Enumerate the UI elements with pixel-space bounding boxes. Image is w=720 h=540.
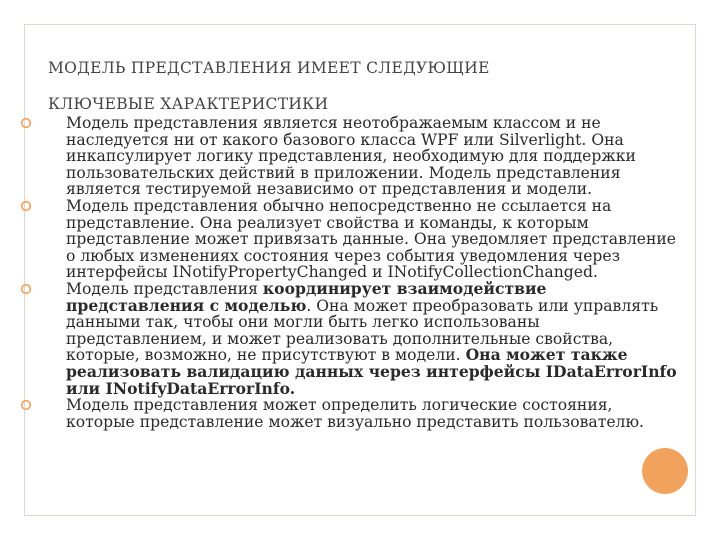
ring-bullet-icon <box>20 283 32 295</box>
ring-bullet-icon <box>20 117 32 129</box>
bullet-text-part: Модель представления <box>66 279 263 298</box>
title-line-2: КЛЮЧЕВЫЕ ХАРАКТЕРИСТИКИ <box>48 95 329 113</box>
ring-bullet-icon <box>20 399 32 411</box>
title-line-1: МОДЕЛЬ ПРЕДСТАВЛЕНИЯ ИМЕЕТ СЛЕДУЮЩИЕ <box>48 59 490 77</box>
bullet-text: Модель представления обычно непосредственно не ссылается на представление. Она реализует свойства и команды, к которым представление может привязать данные. Она уведомляет представление о любых изменениях состояния через события уведомления через интерфейсы INotifyPropertyChanged и INotifyCollectionChanged. <box>66 196 676 282</box>
bullet-text: Модель представления может определить логические состояния, которые представление может визуально представить пользователю. <box>66 396 644 431</box>
bullet-bold-text: Она может также реализовать валидацию данных через интерфейсы IDataErrorInfo или INotifyDataErrorInfo. <box>66 345 677 398</box>
orange-circle <box>642 448 688 494</box>
bullet-bold-text: координирует взаимодействие представления с моделью <box>66 278 547 315</box>
list-item <box>66 397 678 430</box>
list-item <box>66 198 678 281</box>
slide-title <box>48 50 648 122</box>
bullet-text-part: . Она может преобразовать или управлять данными так, чтобы они могли быть легко использованы представлением, и может реализовать дополнительные свойства, которые, возможно, не присутствуют в модели. <box>66 296 659 365</box>
list-item <box>66 115 678 198</box>
bullet-text: Модель представления является неотображаемым классом и не наследуется ни от какого базового класса WPF или Silverlight. Она инкапсулирует логику представления, необходимую для поддержки пользовательских действий в приложении. Модель представления является тестируемой независимо от представления и модели. <box>66 114 636 199</box>
bullet-list <box>66 115 678 430</box>
list-item <box>66 278 678 398</box>
ring-bullet-icon <box>20 200 32 212</box>
